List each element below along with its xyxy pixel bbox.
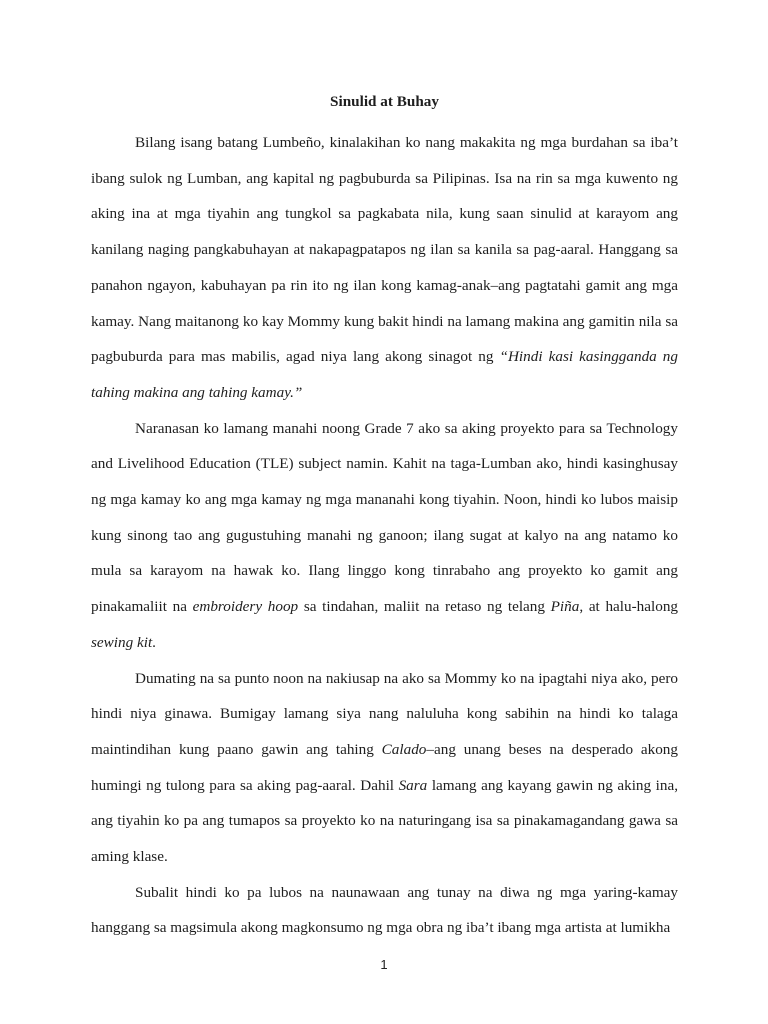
page-number: 1 xyxy=(380,957,388,972)
paragraph-2-text-1: Naranasan ko lamang manahi noong Grade 7 ako sa aking proyekto para sa Technology and Livelihood Education (TLE) subject namin. Kahit na taga-Lumban ako, hindi kasinghusay ng mga kamay ko ang mga kamay ng mga mananahi kong tiyahin. Noon, hindi ko lubos maisip kung sinong tao ang gugustuhing manahi ng ganoon; ilang sugat at kalyo na ang natamo ko mula sa karayom na hawak ko. Ilang linggo kong tinrabaho ang proyekto ko gamit ang pinakamaliit na xyxy=(91,419,678,616)
paragraph-2-emphasis-2: Piña xyxy=(550,598,580,616)
paragraph-2 xyxy=(91,411,678,661)
document-title: Sinulid at Buhay xyxy=(330,93,439,110)
paragraph-1-quote: “Hindi kasi kasingganda ng tahing makina ang tahing kamay.” xyxy=(91,348,678,401)
paragraph-2-emphasis-3: sewing kit xyxy=(91,633,153,651)
paragraph-3-text-1: Dumating na sa punto noon na nakiusap na ako sa Mommy ko na ipagtahi niya ako, pero hindi niya ginawa. Bumigay lamang siya nang naluluha kong sabihin na hindi ko talaga maintindihan kung paano gawin ang tahing xyxy=(91,669,678,758)
paragraph-4 xyxy=(91,875,678,946)
paragraph-3-emphasis-1: Calado xyxy=(381,740,427,758)
paragraph-3-emphasis-2: Sara xyxy=(398,776,428,794)
paragraph-3 xyxy=(91,661,678,875)
paragraph-4-text: Subalit hindi ko pa lubos na naunawaan ang tunay na diwa ng mga yaring-kamay hanggang sa magsimula akong magkonsumo ng mga obra ng iba’t ibang mga artista at lumikha xyxy=(91,883,678,937)
document-body xyxy=(91,90,678,946)
paragraph-1-text: Bilang isang batang Lumbeño, kinalakihan ko nang makakita ng mga burdahan sa iba’t ibang sulok ng Lumban, ang kapital ng pagbuburda sa Pilipinas. Isa na rin sa mga kuwento ng aking ina at mga tiyahin ang tungkol sa pagkabata nila, kung saan sinulid at karayom ang kanilang naging pangkabuhayan at nakapagpatapos ng ilan sa kanila sa pag-aaral. Hanggang sa panahon ngayon, kabuhayan pa rin ito ng ilan kong kamag-anak–ang pagtatahi gamit ang mga kamay. Nang maitanong ko kay Mommy kung bakit hindi na lamang makina ang gamitin nila sa pagbuburda para mas mabilis, agad niya lang akong sinagot ng xyxy=(91,134,678,366)
paragraph-1 xyxy=(91,125,678,411)
paragraph-2-emphasis-1: embroidery hoop xyxy=(192,598,299,616)
paragraph-2-text-2: sa tindahan, maliit na retaso ng telang xyxy=(298,598,551,616)
paragraph-3-text-3: lamang ang kayang gawin ng aking ina, ang tiyahin ko pa ang tumapos sa proyekto ko na naturingang isa sa pinakamagandang gawa sa aming klase. xyxy=(91,776,679,866)
paragraph-3-text-2: –ang unang beses na desperado akong humingi ng tulong para sa aking pag-aaral. Dahil xyxy=(91,740,678,794)
paragraph-2-text-3: , at halu-halong xyxy=(579,598,679,616)
paragraph-2-text-4: . xyxy=(152,633,156,651)
